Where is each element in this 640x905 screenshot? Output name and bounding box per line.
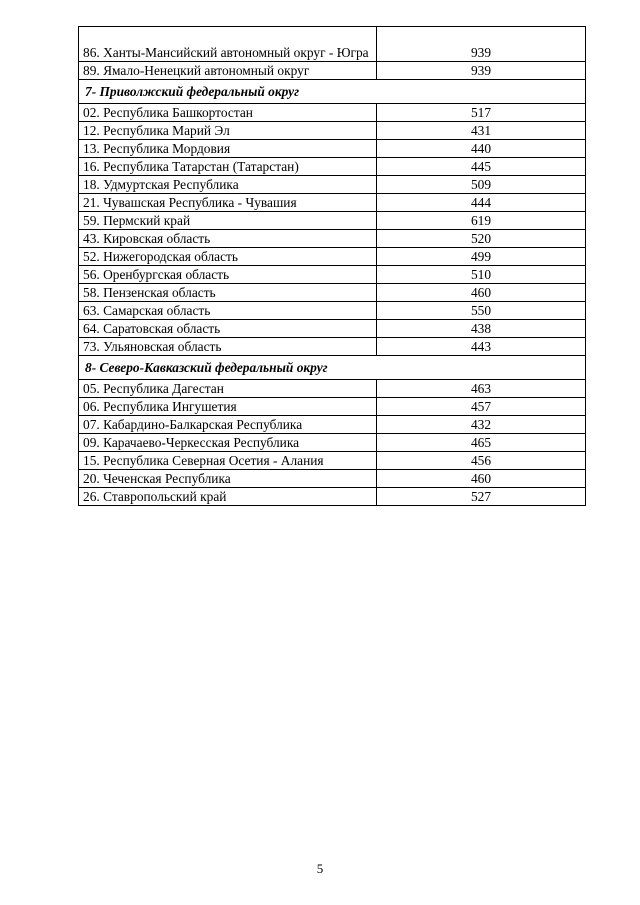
region-value: 463 bbox=[377, 380, 586, 398]
region-name: 16. Республика Татарстан (Татарстан) bbox=[79, 158, 377, 176]
region-value: 445 bbox=[377, 158, 586, 176]
region-value: 499 bbox=[377, 248, 586, 266]
region-name: 13. Республика Мордовия bbox=[79, 140, 377, 158]
region-name: 58. Пензенская область bbox=[79, 284, 377, 302]
page-number: 5 bbox=[316, 861, 324, 876]
region-name: 89. Ямало-Ненецкий автономный округ bbox=[79, 62, 377, 80]
region-value: 444 bbox=[377, 194, 586, 212]
table-row bbox=[79, 62, 586, 80]
region-value: 443 bbox=[377, 338, 586, 356]
region-value: 509 bbox=[377, 176, 586, 194]
region-name: 15. Республика Северная Осетия - Алания bbox=[79, 452, 377, 470]
region-value: 520 bbox=[377, 230, 586, 248]
regions-table bbox=[78, 26, 586, 506]
table-row bbox=[79, 488, 586, 506]
table-row bbox=[79, 398, 586, 416]
region-value: 939 bbox=[377, 62, 586, 80]
region-name: 63. Самарская область bbox=[79, 302, 377, 320]
region-value: 460 bbox=[377, 284, 586, 302]
table-row bbox=[79, 176, 586, 194]
table-row bbox=[79, 230, 586, 248]
region-name: 73. Ульяновская область bbox=[79, 338, 377, 356]
table-row bbox=[79, 380, 586, 398]
region-name: 21. Чувашская Республика - Чувашия bbox=[79, 194, 377, 212]
region-value: 431 bbox=[377, 122, 586, 140]
region-name: 52. Нижегородская область bbox=[79, 248, 377, 266]
region-value: 456 bbox=[377, 452, 586, 470]
federal-district-heading: 8- Северо-Кавказский федеральный округ bbox=[79, 356, 586, 380]
region-name: 02. Республика Башкортостан bbox=[79, 104, 377, 122]
region-name: 20. Чеченская Республика bbox=[79, 470, 377, 488]
table-row bbox=[79, 266, 586, 284]
region-name: 86. Ханты-Мансийский автономный округ - Югра bbox=[79, 27, 377, 62]
table-row bbox=[79, 320, 586, 338]
table-row bbox=[79, 302, 586, 320]
table-row bbox=[79, 212, 586, 230]
region-name: 05. Республика Дагестан bbox=[79, 380, 377, 398]
region-value: 510 bbox=[377, 266, 586, 284]
section-header-row bbox=[79, 80, 586, 104]
table-row bbox=[79, 470, 586, 488]
region-value: 550 bbox=[377, 302, 586, 320]
table-row bbox=[79, 194, 586, 212]
table-row bbox=[79, 104, 586, 122]
region-value: 460 bbox=[377, 470, 586, 488]
region-name: 07. Кабардино-Балкарская Республика bbox=[79, 416, 377, 434]
section-header-row bbox=[79, 356, 586, 380]
table-row bbox=[79, 158, 586, 176]
region-name: 18. Удмуртская Республика bbox=[79, 176, 377, 194]
region-value: 432 bbox=[377, 416, 586, 434]
region-value: 438 bbox=[377, 320, 586, 338]
region-value: 465 bbox=[377, 434, 586, 452]
region-name: 26. Ставропольский край bbox=[79, 488, 377, 506]
region-value: 527 bbox=[377, 488, 586, 506]
table-row bbox=[79, 434, 586, 452]
table-row bbox=[79, 284, 586, 302]
table-row bbox=[79, 338, 586, 356]
table-row bbox=[79, 416, 586, 434]
region-name: 09. Карачаево-Черкесская Республика bbox=[79, 434, 377, 452]
region-value: 939 bbox=[377, 27, 586, 62]
table-row bbox=[79, 140, 586, 158]
region-name: 56. Оренбургская область bbox=[79, 266, 377, 284]
region-value: 517 bbox=[377, 104, 586, 122]
region-value: 457 bbox=[377, 398, 586, 416]
table-row bbox=[79, 452, 586, 470]
region-value: 619 bbox=[377, 212, 586, 230]
table-row bbox=[79, 27, 586, 62]
region-name: 06. Республика Ингушетия bbox=[79, 398, 377, 416]
table-row bbox=[79, 248, 586, 266]
region-value: 440 bbox=[377, 140, 586, 158]
region-name: 64. Саратовская область bbox=[79, 320, 377, 338]
region-name: 12. Республика Марий Эл bbox=[79, 122, 377, 140]
region-name: 43. Кировская область bbox=[79, 230, 377, 248]
region-name: 59. Пермский край bbox=[79, 212, 377, 230]
federal-district-heading: 7- Приволжский федеральный округ bbox=[79, 80, 586, 104]
table-row bbox=[79, 122, 586, 140]
